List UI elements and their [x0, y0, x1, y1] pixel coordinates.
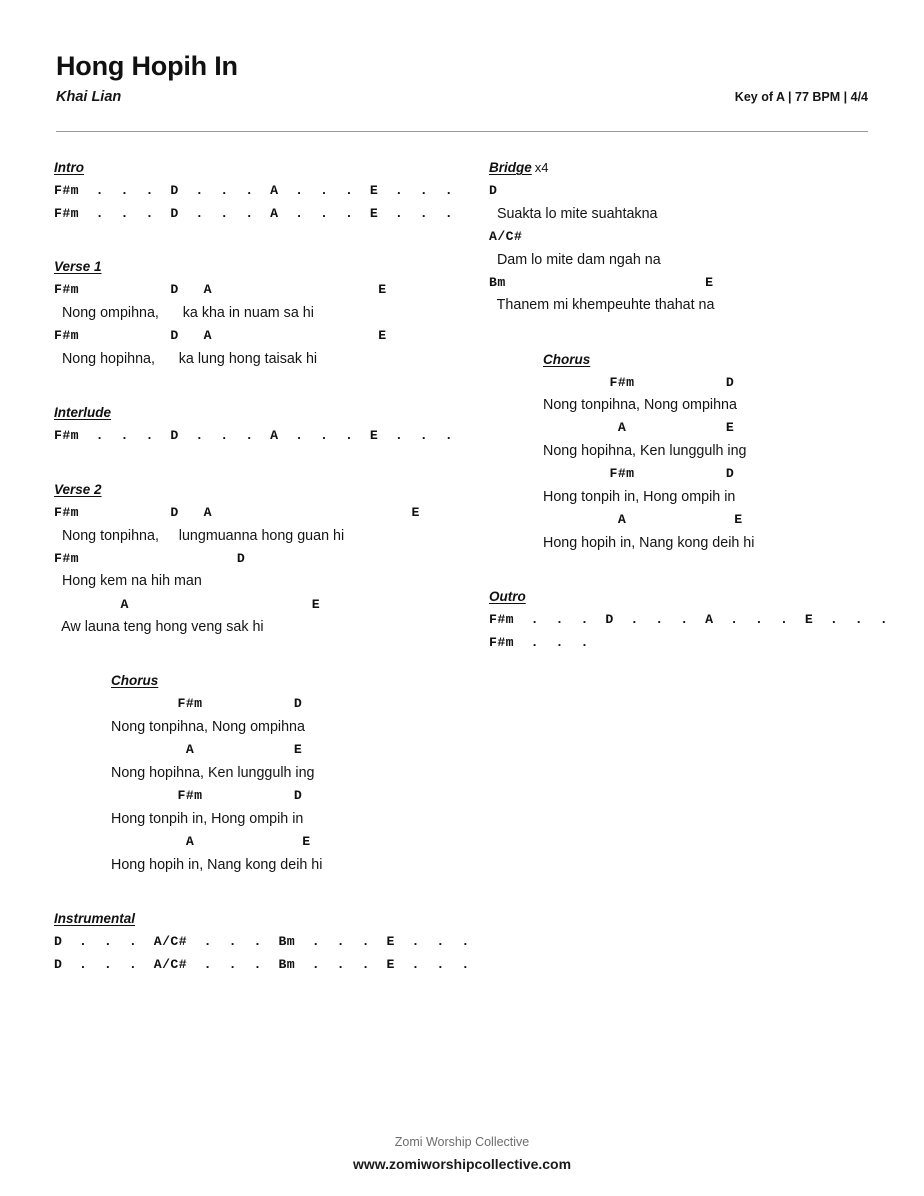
lyric-line: Nong hopihna, Ken lunggulh ing	[543, 443, 747, 460]
lyric-line: Nong ompihna, ka kha in nuam sa hi	[54, 305, 314, 322]
chord-line: Bm E	[489, 274, 714, 290]
page-title: Hong Hopih In	[56, 51, 238, 81]
section-body	[54, 693, 484, 876]
footer-organization: Zomi Worship Collective	[394, 1135, 530, 1149]
chord-line: F#m . . .	[489, 634, 589, 650]
lyric-line: Dam lo mite dam ngah na	[489, 251, 661, 268]
section-heading-bridge	[489, 160, 889, 175]
section-label: Instrumental	[54, 910, 136, 926]
chord-line: A E	[111, 833, 311, 849]
artist-name: Khai Lian	[56, 88, 122, 105]
lyric-line: Hong hopih in, Nang kong deih hi	[111, 856, 323, 873]
section-heading-instrumental	[54, 911, 484, 926]
document-footer	[0, 1133, 924, 1175]
chord-line: A E	[543, 512, 743, 528]
section-chorus-right	[489, 352, 889, 555]
chord-line: F#m . . . D . . . A . . . E . . .	[489, 612, 889, 628]
section-outro	[489, 589, 889, 654]
section-spacer	[489, 654, 889, 676]
lyric-line: Aw launa teng hong veng sak hi	[54, 619, 264, 636]
section-spacer	[54, 976, 484, 998]
chord-line: F#m . . . D . . . A . . . E . . .	[54, 428, 454, 444]
lyric-line: Nong tonpihna, lungmuanna hong guan hi	[54, 527, 345, 544]
section-bridge	[489, 160, 889, 318]
section-heading-intro	[54, 160, 484, 175]
lyric-line: Nong tonpihna, Nong ompihna	[543, 397, 737, 414]
chord-line: F#m D	[543, 466, 735, 482]
lyric-line: Nong hopihna, ka lung hong taisak hi	[54, 350, 318, 367]
lyric-line: Suakta lo mite suahtakna	[489, 205, 658, 222]
section-spacer	[489, 318, 889, 352]
section-label: Chorus	[543, 351, 591, 367]
section-heading-chorus-left	[54, 673, 484, 688]
chord-line: D	[489, 183, 498, 198]
section-label: Verse 1	[54, 259, 102, 275]
section-spacer	[54, 639, 484, 673]
chord-line: F#m D A E	[54, 328, 387, 344]
section-heading-interlude	[54, 405, 484, 420]
section-label: Verse 2	[54, 481, 102, 497]
section-heading-verse-2	[54, 482, 484, 497]
section-body	[489, 180, 889, 318]
song-meta: Key of A | 77 BPM | 4/4	[734, 90, 868, 104]
section-body	[54, 279, 484, 371]
section-heading-outro	[489, 589, 889, 604]
section-repeat-count: x4	[534, 160, 549, 175]
chord-line: F#m D	[111, 788, 303, 804]
lyric-line: Nong tonpihna, Nong ompihna	[111, 719, 305, 736]
section-body	[54, 180, 484, 225]
section-intro	[54, 160, 484, 225]
section-interlude	[54, 405, 484, 448]
document-header	[56, 52, 868, 105]
section-label: Interlude	[54, 405, 112, 421]
section-instrumental	[54, 911, 484, 976]
section-body	[54, 502, 484, 640]
section-label: Bridge	[489, 160, 532, 175]
section-verse-1	[54, 259, 484, 371]
section-chorus-left	[54, 673, 484, 876]
section-label: Outro	[489, 589, 526, 605]
section-label: Chorus	[111, 673, 159, 689]
section-body	[489, 609, 889, 654]
chord-line: A/C#	[489, 228, 523, 244]
chord-line: D . . . A/C# . . . Bm . . . E . . .	[54, 933, 470, 949]
chord-line: F#m D A E	[54, 504, 420, 520]
chord-line: F#m . . . D . . . A . . . E . . .	[54, 183, 454, 198]
chord-line: F#m . . . D . . . A . . . E . . .	[54, 205, 454, 221]
section-spacer	[54, 448, 484, 482]
lyric-line: Hong kem na hih man	[54, 573, 202, 590]
chord-line: F#m D	[111, 696, 303, 712]
section-spacer	[54, 225, 484, 259]
lyric-line: Hong tonpih in, Hong ompih in	[111, 810, 304, 827]
chord-line: A E	[111, 742, 303, 758]
header-divider	[56, 131, 868, 132]
section-body	[54, 425, 484, 448]
lyric-line: Hong tonpih in, Hong ompih in	[543, 489, 736, 505]
section-heading-verse-1	[54, 259, 484, 274]
section-body	[489, 372, 889, 555]
section-label: Intro	[54, 160, 84, 175]
lyric-line: Nong hopihna, Ken lunggulh ing	[111, 764, 315, 781]
right-column	[489, 160, 889, 676]
chord-line: A E	[543, 420, 735, 436]
chord-line: F#m D	[543, 374, 735, 390]
chord-line: F#m D	[54, 550, 246, 566]
section-spacer	[489, 555, 889, 589]
section-spacer	[54, 371, 484, 405]
lyric-line: Thanem mi khempeuhte thahat na	[489, 297, 715, 314]
section-body	[54, 931, 484, 976]
left-column	[54, 160, 484, 998]
section-spacer	[54, 877, 484, 911]
chord-line: D . . . A/C# . . . Bm . . . E . . .	[54, 956, 470, 972]
chord-line: A E	[54, 596, 321, 612]
section-heading-chorus-right	[489, 352, 889, 367]
footer-url: www.zomiworshipcollective.com	[352, 1156, 572, 1173]
section-verse-2	[54, 482, 484, 640]
chord-line: F#m D A E	[54, 282, 387, 298]
lyric-line: Hong hopih in, Nang kong deih hi	[543, 534, 755, 551]
